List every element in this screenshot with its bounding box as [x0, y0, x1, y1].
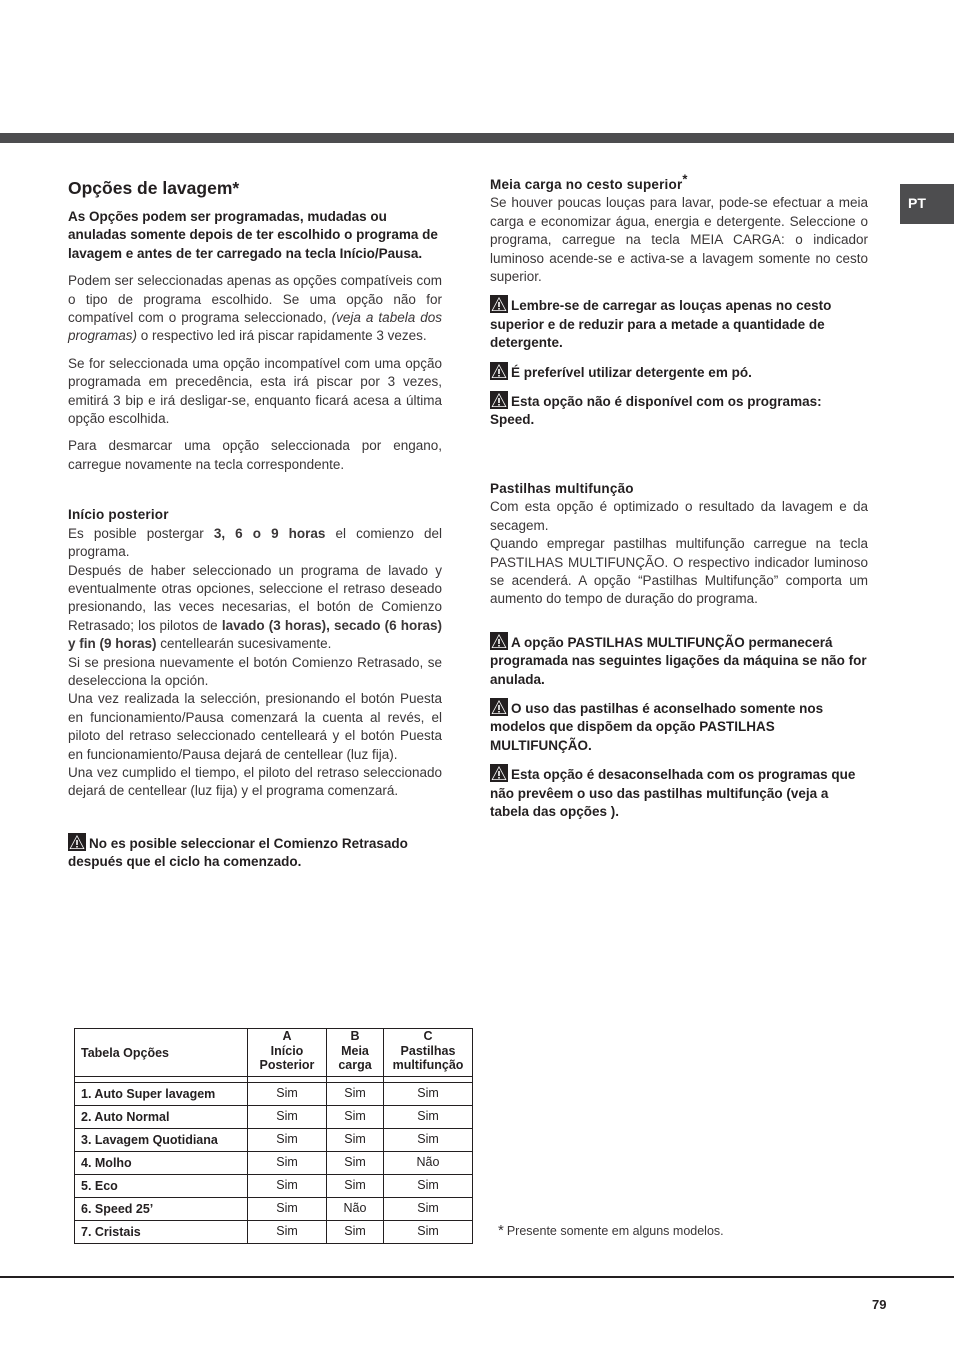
language-tab	[900, 184, 954, 224]
pastilhas-warning-2-text: O uso das pastilhas é aconselhado somente nos modelos que dispõem da opção PASTILHAS MULTIFUNÇÃO.	[490, 700, 824, 753]
table-row	[75, 1105, 473, 1128]
compat-text-2: o respectivo led irá piscar rapidamente 3 vezes.	[137, 328, 427, 344]
meia-title-asterisk: *	[682, 171, 688, 187]
pastilhas-warning-1-text: A opção PASTILHAS MULTIFUNÇÃO permanecerá programada nas seguintes ligações da máquina se não for anulada.	[490, 634, 867, 687]
cell-b: Sim	[327, 1082, 384, 1105]
warning-icon	[490, 391, 508, 409]
program-name: 6. Speed 25’	[75, 1197, 248, 1220]
cell-b: Não	[327, 1197, 384, 1220]
inicio-title: Início posterior	[68, 507, 169, 523]
column-header-c: Pastilhas multifunção	[384, 1044, 473, 1077]
language-tab-label: PT	[908, 195, 926, 211]
cell-b: Sim	[327, 1220, 384, 1243]
program-name: 1. Auto Super lavagem	[75, 1082, 248, 1105]
pastilhas-body-1: Com esta opção é optimizado o resultado da lavagem e da secagem.	[490, 499, 868, 533]
compat-reference: (veja a tabela dos programas)	[68, 310, 442, 344]
cell-c: Sim	[384, 1082, 473, 1105]
cell-b: Sim	[327, 1128, 384, 1151]
meia-warning-1-text: Lembre-se de carregar as louças apenas no cesto superior e de reduzir para a metade a quantidade de detergente.	[490, 298, 832, 351]
pastilhas-warning-2	[490, 698, 868, 755]
cell-c: Não	[384, 1151, 473, 1174]
inicio-text-2a: Después de haber seleccionado un programa de lavado y eventualmente otras opciones, seleccione el retraso deseado presionando, las veces necesarias, el botón de Comienzo Retrasado; los pilotos de	[68, 562, 442, 633]
cell-a: Sim	[248, 1197, 327, 1220]
cell-a: Sim	[248, 1174, 327, 1197]
meia-warning-3-text: Esta opção não é disponível com os programas: Speed.	[490, 394, 822, 428]
inicio-line-1	[68, 525, 442, 562]
incompat-paragraph: Se for seleccionada uma opção incompatível com uma opção programada em precedência, esta irá piscar por 3 vezes, emitirá 3 bip e irá desligar-se, enquanto ficará acesa a última opção escolhida.	[68, 355, 442, 427]
inicio-pilots: lavado (3 horas), secado (6 horas) y fin (9 horas)	[68, 617, 442, 652]
cell-c: Sim	[384, 1197, 473, 1220]
inicio-text-1c: el comienzo del programa.	[68, 525, 442, 560]
column-header-b: Meia carga	[327, 1044, 384, 1077]
program-name: 2. Auto Normal	[75, 1105, 248, 1128]
pastilhas-title: Pastilhas multifunção	[490, 480, 634, 496]
lead-paragraph: As Opções podem ser programadas, mudadas ou anuladas somente depois de ter escolhido o programa de lavagem e antes de ter carregado na tecla Início/Pausa.	[68, 209, 438, 261]
cell-b: Sim	[327, 1174, 384, 1197]
pastilhas-body-2: Quando empregar pastilhas multifunção carregue na tecla PASTILHAS MULTIFUNÇÃO. O respectivo indicador luminoso se acenderá. A opção “Pastilhas Multifunção” comporta um aumento do tempo de duração do programa.	[490, 536, 868, 607]
pastilhas-warning-3-text: Esta opção é desaconselhada com os programas que não prevêem o uso das pastilhas multifunção (veja a tabela das opções ).	[490, 767, 856, 819]
meia-warning-2-text: É preferível utilizar detergente em pó.	[511, 364, 752, 380]
cell-a: Sim	[248, 1128, 327, 1151]
deselect-paragraph: Para desmarcar uma opção seleccionada por engano, carregue novamente na tecla correspondente.	[68, 438, 442, 472]
warning-icon	[490, 295, 508, 313]
inicio-warning	[68, 833, 442, 872]
column-letter-c: C	[384, 1029, 473, 1044]
inicio-line-5: Una vez cumplido el tiempo, el piloto del retraso seleccionado dejará de centellear (luz fija) y el programa comenzará.	[68, 764, 442, 799]
compat-paragraph	[68, 272, 442, 346]
footnote-asterisk: *	[498, 1222, 504, 1239]
cell-a: Sim	[248, 1082, 327, 1105]
top-rule	[0, 133, 954, 143]
warning-icon	[490, 698, 508, 716]
cell-a: Sim	[248, 1105, 327, 1128]
table-row	[75, 1197, 473, 1220]
inicio-warning-text: No es posible seleccionar el Comienzo Retrasado después que el ciclo ha comenzado.	[68, 835, 408, 870]
cell-c: Sim	[384, 1105, 473, 1128]
meia-warning-1	[490, 295, 868, 352]
inicio-line-4: Una vez realizada la selección, presionando el botón Puesta en funcionamiento/Pausa comenzará la cuenta al revés, el piloto del retraso seleccionado centelleará y el botón Puesta en funcionamiento/Pausa dejará de centellear (luz fija).	[68, 691, 442, 762]
inicio-line-2	[68, 562, 442, 654]
column-letter-a: A	[248, 1029, 327, 1044]
left-column	[68, 176, 442, 881]
cell-a: Sim	[248, 1220, 327, 1243]
meia-warning-3	[490, 391, 868, 430]
table-header-letters	[75, 1029, 473, 1044]
table-row	[75, 1220, 473, 1243]
table-row	[75, 1082, 473, 1105]
table-title: Tabela Opções	[75, 1029, 248, 1077]
inicio-body	[68, 525, 442, 801]
cell-b: Sim	[327, 1151, 384, 1174]
warning-icon	[490, 632, 508, 650]
bottom-rule	[0, 1276, 954, 1278]
column-header-a: Início Posterior	[248, 1044, 327, 1077]
inicio-line-3: Si se presiona nuevamente el botón Comienzo Retrasado, se deselecciona la opción.	[68, 654, 442, 688]
column-letter-b: B	[327, 1029, 384, 1044]
options-table	[74, 1028, 473, 1244]
pastilhas-warning-3	[490, 764, 868, 821]
pastilhas-body	[490, 498, 868, 608]
cell-c: Sim	[384, 1128, 473, 1151]
warning-icon	[68, 833, 86, 851]
program-name: 4. Molho	[75, 1151, 248, 1174]
table-row	[75, 1174, 473, 1197]
table-row	[75, 1128, 473, 1151]
meia-warning-2	[490, 362, 868, 382]
program-name: 7. Cristais	[75, 1220, 248, 1243]
meia-title	[490, 171, 868, 194]
warning-icon	[490, 362, 508, 380]
table-row	[75, 1151, 473, 1174]
meia-body: Se houver poucas louças para lavar, pode-se efectuar a meia carga e economizar água, energia e detergente. Seleccione o programa, carregue na tecla MEIA CARGA: o indicador luminoso acende-se e activa-se a lavagem somente no cesto superior.	[490, 195, 868, 285]
cell-c: Sim	[384, 1174, 473, 1197]
warning-icon	[490, 764, 508, 782]
page-number: 79	[872, 1297, 887, 1312]
inicio-text-2c: centellearán sucesivamente.	[156, 636, 332, 652]
inicio-text-1a: Es posible postergar	[68, 525, 214, 541]
right-column	[490, 171, 868, 830]
meia-title-text: Meia carga no cesto superior	[490, 177, 683, 192]
inicio-hours: 3, 6 o 9 horas	[213, 525, 326, 541]
cell-c: Sim	[384, 1220, 473, 1243]
footnote	[498, 1222, 724, 1239]
pastilhas-warning-1	[490, 632, 868, 689]
program-name: 5. Eco	[75, 1174, 248, 1197]
cell-b: Sim	[327, 1105, 384, 1128]
program-name: 3. Lavagem Quotidiana	[75, 1128, 248, 1151]
compat-text-1: Podem ser seleccionadas apenas as opções compatíveis com o tipo de programa escolhido. Se uma opção não for compatível com o programa seleccionado,	[68, 273, 442, 326]
cell-a: Sim	[248, 1151, 327, 1174]
section-title: Opções de lavagem*	[68, 178, 240, 198]
footnote-text: Presente somente em alguns modelos.	[506, 1224, 724, 1238]
